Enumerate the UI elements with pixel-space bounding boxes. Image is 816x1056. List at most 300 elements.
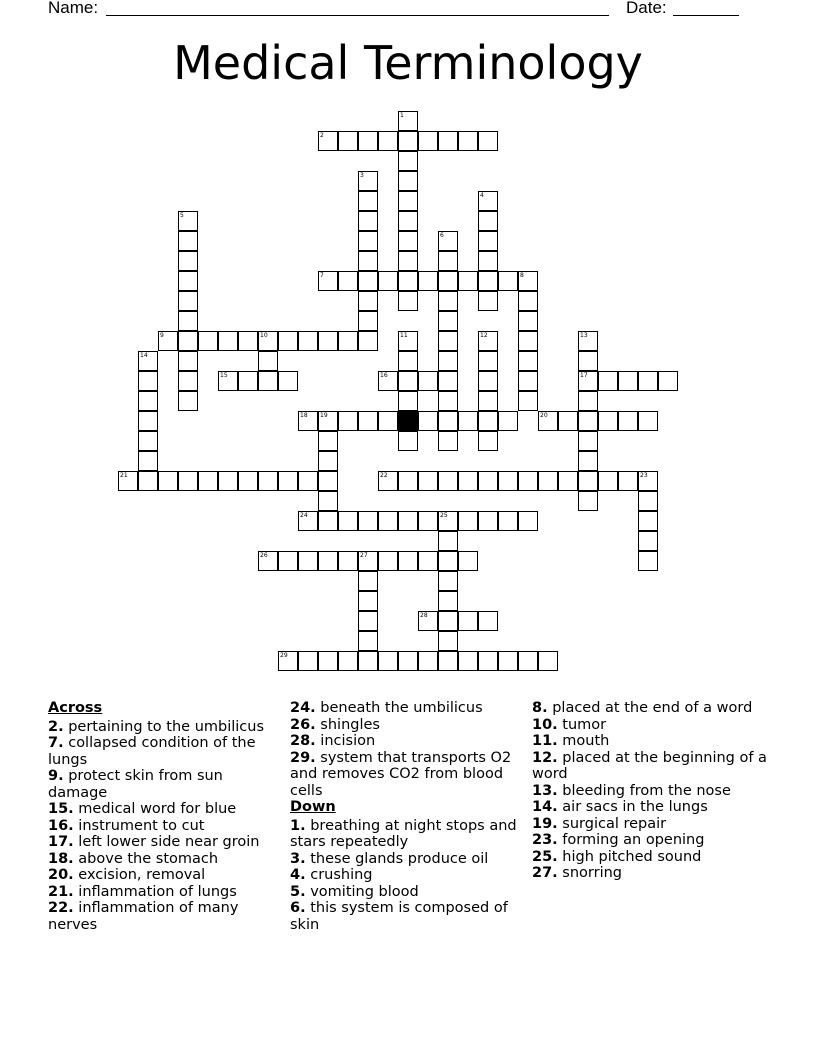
grid-cell[interactable]: [318, 431, 338, 451]
down-clue: [532, 700, 772, 717]
grid-cell[interactable]: [358, 551, 378, 571]
across-clue: [48, 851, 276, 868]
grid-cell[interactable]: [518, 271, 538, 291]
grid-cell[interactable]: [178, 371, 198, 391]
grid-cell[interactable]: [338, 271, 358, 291]
grid-cell[interactable]: [178, 291, 198, 311]
clue-number: 26: [260, 552, 268, 559]
grid-cell[interactable]: [178, 311, 198, 331]
grid-cell[interactable]: [578, 471, 598, 491]
clue-number: 17.: [48, 834, 74, 850]
grid-cell[interactable]: [618, 371, 638, 391]
grid-cell[interactable]: [318, 651, 338, 671]
clue-number: 14.: [532, 799, 558, 815]
grid-cell[interactable]: [438, 371, 458, 391]
grid-cell[interactable]: [238, 371, 258, 391]
grid-cell[interactable]: [178, 271, 198, 291]
grid-cell[interactable]: [458, 651, 478, 671]
clue-text: snorring: [562, 865, 623, 881]
clue-text: mouth: [562, 733, 610, 749]
across-clue: [48, 884, 276, 901]
clue-number: 4: [480, 192, 484, 199]
grid-cell[interactable]: [598, 371, 618, 391]
grid-cell[interactable]: [378, 411, 398, 431]
grid-cell[interactable]: [398, 151, 418, 171]
grid-cell[interactable]: [338, 511, 358, 531]
clue-text: tumor: [562, 716, 607, 733]
clue-number: 12.: [532, 749, 558, 766]
clue-number: 2: [320, 132, 324, 139]
grid-cell[interactable]: [358, 611, 378, 631]
grid-cell[interactable]: [438, 631, 458, 651]
grid-cell[interactable]: [398, 291, 418, 311]
grid-cell[interactable]: [438, 231, 458, 251]
grid-cell[interactable]: [398, 431, 418, 451]
grid-cell[interactable]: [438, 551, 458, 571]
clue-number: 15.: [48, 801, 74, 817]
clue-number: 13.: [532, 782, 558, 799]
grid-cell[interactable]: [478, 271, 498, 291]
grid-cell[interactable]: [558, 411, 578, 431]
grid-cell[interactable]: [398, 231, 418, 251]
grid-cell[interactable]: [178, 211, 198, 231]
across-clue: [48, 867, 276, 884]
grid-cell[interactable]: [358, 291, 378, 311]
across-clue: [290, 733, 518, 750]
across-clue: [48, 834, 276, 851]
grid-cell[interactable]: [418, 511, 438, 531]
grid-cell[interactable]: [478, 511, 498, 531]
grid-cell[interactable]: [498, 511, 518, 531]
worksheet-header: [0, 0, 816, 22]
grid-cell[interactable]: [318, 451, 338, 471]
grid-cell[interactable]: [418, 551, 438, 571]
grid-cell[interactable]: [358, 231, 378, 251]
grid-cell[interactable]: [358, 251, 378, 271]
grid-cell[interactable]: [518, 311, 538, 331]
grid-cell[interactable]: [378, 271, 398, 291]
clue-number: 6: [440, 232, 444, 239]
clue-number: 4.: [290, 867, 306, 883]
grid-cell[interactable]: [478, 331, 498, 351]
grid-cell[interactable]: [518, 291, 538, 311]
grid-cell[interactable]: [178, 351, 198, 371]
clue-text: air sacs in the lungs: [562, 799, 708, 815]
clue-number: 28: [420, 612, 428, 619]
clue-number: 20.: [48, 867, 74, 883]
grid-cell[interactable]: [318, 331, 338, 351]
grid-cell[interactable]: [258, 371, 278, 391]
grid-cell[interactable]: [418, 371, 438, 391]
grid-cell[interactable]: [398, 471, 418, 491]
grid-cell[interactable]: [158, 331, 178, 351]
clue-number: 7: [320, 272, 324, 279]
grid-cell[interactable]: [438, 251, 458, 271]
clue-number: 24.: [290, 700, 316, 716]
grid-cell[interactable]: [398, 211, 418, 231]
clue-text: inflammation of lungs: [78, 883, 237, 900]
grid-cell[interactable]: [318, 551, 338, 571]
grid-cell[interactable]: [418, 471, 438, 491]
grid-cell[interactable]: [218, 471, 238, 491]
grid-cell[interactable]: [218, 371, 238, 391]
across-clue: [290, 717, 518, 734]
grid-cell[interactable]: [318, 411, 338, 431]
grid-cell[interactable]: [518, 371, 538, 391]
grid-cell[interactable]: [318, 491, 338, 511]
down-clue: [532, 717, 772, 734]
down-heading: Down: [290, 799, 336, 815]
grid-cell[interactable]: [438, 571, 458, 591]
clue-number: 11.: [532, 733, 558, 749]
clue-number: 3.: [290, 850, 306, 867]
clue-number: 24: [300, 512, 308, 519]
clue-text: incision: [320, 733, 376, 749]
clue-number: 9.: [48, 768, 64, 784]
grid-cell[interactable]: [398, 131, 418, 151]
grid-cell[interactable]: [598, 411, 618, 431]
grid-cell[interactable]: [298, 511, 318, 531]
grid-cell[interactable]: [478, 251, 498, 271]
down-clue: [532, 832, 772, 849]
grid-cell[interactable]: [178, 231, 198, 251]
grid-cell[interactable]: [398, 111, 418, 131]
clue-text: vomiting blood: [310, 883, 419, 900]
grid-cell[interactable]: [358, 631, 378, 651]
grid-cell[interactable]: [358, 171, 378, 191]
grid-cell[interactable]: [118, 471, 138, 491]
grid-cell[interactable]: [418, 411, 438, 431]
grid-cell[interactable]: [178, 471, 198, 491]
grid-cell[interactable]: [138, 471, 158, 491]
clue-number: 1.: [290, 817, 306, 834]
grid-cell[interactable]: [398, 551, 418, 571]
grid-cell[interactable]: [438, 131, 458, 151]
across-clue: [48, 768, 276, 801]
grid-cell[interactable]: [138, 431, 158, 451]
grid-cell[interactable]: [378, 131, 398, 151]
clue-number: 19.: [532, 815, 558, 832]
grid-cell[interactable]: [358, 331, 378, 351]
grid-cell[interactable]: [438, 591, 458, 611]
clue-number: 7.: [48, 735, 64, 751]
grid-cell[interactable]: [338, 131, 358, 151]
down-clue: [532, 865, 772, 882]
grid-cell[interactable]: [218, 331, 238, 351]
grid-cell[interactable]: [298, 651, 318, 671]
grid-cell[interactable]: [338, 331, 358, 351]
grid-cell[interactable]: [518, 511, 538, 531]
clue-number: 29: [280, 652, 288, 659]
grid-cell[interactable]: [418, 131, 438, 151]
clue-text: excision, removal: [78, 867, 206, 883]
grid-cell[interactable]: [398, 271, 418, 291]
grid-cell[interactable]: [578, 351, 598, 371]
grid-cell[interactable]: [258, 351, 278, 371]
grid-cell[interactable]: [438, 471, 458, 491]
grid-cell[interactable]: [498, 471, 518, 491]
grid-cell[interactable]: [358, 271, 378, 291]
grid-cell[interactable]: [318, 511, 338, 531]
down-clue: [290, 867, 518, 884]
grid-cell[interactable]: [378, 551, 398, 571]
grid-cell[interactable]: [598, 471, 618, 491]
grid-cell[interactable]: [298, 411, 318, 431]
grid-cell[interactable]: [398, 171, 418, 191]
clue-text: system that transports O2 and removes CO2 from blood cells: [290, 749, 512, 799]
grid-cell[interactable]: [418, 651, 438, 671]
grid-cell[interactable]: [438, 651, 458, 671]
grid-cell[interactable]: [578, 391, 598, 411]
grid-cell[interactable]: [638, 511, 658, 531]
grid-cell[interactable]: [478, 351, 498, 371]
grid-cell[interactable]: [438, 431, 458, 451]
grid-cell[interactable]: [278, 371, 298, 391]
grid-cell[interactable]: [338, 651, 358, 671]
grid-cell[interactable]: [358, 591, 378, 611]
grid-cell[interactable]: [458, 471, 478, 491]
clues-column-1: [48, 700, 276, 933]
clue-number: 2.: [48, 718, 64, 735]
clue-text: inflammation of many nerves: [48, 900, 239, 933]
grid-cell[interactable]: [478, 211, 498, 231]
grid-cell[interactable]: [378, 651, 398, 671]
clue-number: 12: [480, 332, 488, 339]
clue-number: 26.: [290, 716, 316, 733]
grid-cell[interactable]: [578, 431, 598, 451]
grid-cell[interactable]: [138, 391, 158, 411]
clue-text: forming an opening: [562, 832, 705, 848]
grid-cell[interactable]: [178, 331, 198, 351]
grid-cell[interactable]: [398, 351, 418, 371]
grid-cell[interactable]: [478, 411, 498, 431]
clue-number: 19: [320, 412, 328, 419]
grid-cell[interactable]: [298, 471, 318, 491]
grid-cell[interactable]: [438, 511, 458, 531]
grid-cell[interactable]: [518, 651, 538, 671]
grid-cell[interactable]: [498, 411, 518, 431]
grid-cell[interactable]: [338, 551, 358, 571]
grid-cell[interactable]: [438, 531, 458, 551]
grid-cell[interactable]: [198, 331, 218, 351]
grid-cell[interactable]: [438, 411, 458, 431]
grid-cell[interactable]: [638, 491, 658, 511]
grid-cell[interactable]: [638, 471, 658, 491]
grid-cell[interactable]: [418, 611, 438, 631]
grid-cell[interactable]: [278, 471, 298, 491]
grid-cell[interactable]: [358, 511, 378, 531]
grid-cell[interactable]: [458, 131, 478, 151]
across-heading: Across: [48, 700, 103, 716]
grid-cell[interactable]: [478, 391, 498, 411]
grid-cell[interactable]: [478, 431, 498, 451]
grid-cell[interactable]: [518, 391, 538, 411]
grid-cell[interactable]: [658, 371, 678, 391]
grid-cell[interactable]: [638, 531, 658, 551]
grid-cell[interactable]: [478, 131, 498, 151]
grid-cell[interactable]: [138, 351, 158, 371]
clues-column-2: [290, 700, 518, 933]
clue-number: 3: [360, 172, 364, 179]
grid-cell[interactable]: [478, 471, 498, 491]
down-clue: [290, 900, 518, 933]
grid-cell[interactable]: [458, 411, 478, 431]
grid-cell[interactable]: [618, 471, 638, 491]
grid-cell[interactable]: [638, 551, 658, 571]
grid-cell[interactable]: [318, 271, 338, 291]
grid-cell[interactable]: [378, 371, 398, 391]
grid-cell[interactable]: [458, 611, 478, 631]
grid-cell[interactable]: [258, 331, 278, 351]
grid-cell[interactable]: [438, 331, 458, 351]
grid-cell[interactable]: [278, 551, 298, 571]
grid-cell[interactable]: [478, 611, 498, 631]
clue-number: 21: [120, 472, 128, 479]
grid-cell[interactable]: [378, 511, 398, 531]
clue-number: 10.: [532, 716, 558, 733]
grid-cell[interactable]: [538, 471, 558, 491]
grid-cell[interactable]: [278, 331, 298, 351]
across-clue: [48, 818, 276, 835]
clue-text: above the stomach: [78, 850, 219, 867]
grid-cell[interactable]: [458, 511, 478, 531]
grid-cell[interactable]: [398, 391, 418, 411]
grid-cell[interactable]: [538, 411, 558, 431]
clue-number: 23: [640, 472, 648, 479]
page-title: Medical Terminology: [173, 36, 643, 90]
clue-text: shingles: [320, 716, 380, 733]
grid-cell[interactable]: [578, 451, 598, 471]
grid-cell[interactable]: [138, 371, 158, 391]
grid-cell[interactable]: [518, 471, 538, 491]
across-clue: [48, 735, 276, 768]
across-clue: [48, 900, 276, 933]
grid-cell[interactable]: [518, 331, 538, 351]
grid-cell[interactable]: [178, 251, 198, 271]
grid-cell[interactable]: [438, 291, 458, 311]
grid-cell[interactable]: [358, 131, 378, 151]
clue-number: 13: [580, 332, 588, 339]
grid-cell[interactable]: [558, 471, 578, 491]
grid-cell[interactable]: [518, 351, 538, 371]
grid-cell[interactable]: [238, 471, 258, 491]
grid-cell[interactable]: [398, 371, 418, 391]
grid-cell[interactable]: [618, 411, 638, 431]
grid-cell[interactable]: [458, 551, 478, 571]
grid-cell[interactable]: [358, 651, 378, 671]
grid-cell[interactable]: [318, 131, 338, 151]
clue-text: surgical repair: [562, 815, 667, 832]
clues-column-3: [532, 700, 772, 882]
grid-cell[interactable]: [318, 471, 338, 491]
grid-cell[interactable]: [358, 571, 378, 591]
grid-cell[interactable]: [258, 551, 278, 571]
grid-cell[interactable]: [198, 471, 218, 491]
clue-number: 5.: [290, 883, 306, 900]
clue-number: 22.: [48, 900, 74, 916]
clue-number: 1: [400, 112, 404, 119]
grid-cell[interactable]: [238, 331, 258, 351]
grid-cell[interactable]: [538, 651, 558, 671]
clue-number: 16.: [48, 817, 74, 834]
grid-cell[interactable]: [478, 371, 498, 391]
clue-number: 18: [300, 412, 308, 419]
clue-number: 6.: [290, 900, 306, 916]
grid-cell[interactable]: [498, 651, 518, 671]
clue-number: 11: [400, 332, 408, 339]
grid-cell[interactable]: [278, 651, 298, 671]
grid-cell[interactable]: [138, 451, 158, 471]
clue-number: 14: [140, 352, 148, 359]
grid-cell[interactable]: [578, 371, 598, 391]
name-field-line[interactable]: [106, 15, 609, 16]
grid-cell[interactable]: [578, 331, 598, 351]
clue-number: 16: [380, 372, 388, 379]
clue-number: 9: [160, 332, 164, 339]
clue-text: collapsed condition of the lungs: [48, 735, 256, 768]
grid-cell[interactable]: [138, 411, 158, 431]
clue-text: placed at the beginning of a word: [532, 749, 767, 782]
clue-text: placed at the end of a word: [552, 700, 753, 716]
grid-cell[interactable]: [438, 351, 458, 371]
grid-cell[interactable]: [358, 411, 378, 431]
grid-cell[interactable]: [378, 471, 398, 491]
grid-cell[interactable]: [398, 511, 418, 531]
grid-cell[interactable]: [638, 371, 658, 391]
grid-cell[interactable]: [158, 471, 178, 491]
date-label: Date:: [626, 0, 667, 17]
clue-number: 5: [180, 212, 184, 219]
grid-cell[interactable]: [458, 271, 478, 291]
grid-cell[interactable]: [358, 191, 378, 211]
grid-cell[interactable]: [498, 271, 518, 291]
down-clue: [290, 851, 518, 868]
grid-cell[interactable]: [258, 471, 278, 491]
grid-cell[interactable]: [478, 291, 498, 311]
grid-cell[interactable]: [438, 611, 458, 631]
grid-cell[interactable]: [578, 411, 598, 431]
grid-cell[interactable]: [298, 551, 318, 571]
grid-cell[interactable]: [478, 651, 498, 671]
grid-cell[interactable]: [358, 211, 378, 231]
grid-cell[interactable]: [438, 391, 458, 411]
grid-cell[interactable]: [578, 491, 598, 511]
grid-cell[interactable]: [358, 311, 378, 331]
clue-number: 23.: [532, 832, 558, 848]
grid-cell[interactable]: [478, 191, 498, 211]
grid-cell[interactable]: [638, 411, 658, 431]
grid-cell[interactable]: [398, 191, 418, 211]
grid-cell[interactable]: [298, 331, 318, 351]
down-clue: [290, 884, 518, 901]
down-clue: [532, 733, 772, 750]
grid-cell[interactable]: [418, 271, 438, 291]
clue-number: 25: [440, 512, 448, 519]
grid-cell[interactable]: [478, 231, 498, 251]
grid-cell[interactable]: [398, 331, 418, 351]
grid-cell[interactable]: [338, 411, 358, 431]
clue-text: breathing at night stops and stars repeatedly: [290, 817, 517, 850]
clue-text: bleeding from the nose: [562, 782, 731, 799]
grid-cell[interactable]: [398, 251, 418, 271]
date-field-line[interactable]: [673, 15, 739, 16]
grid-cell[interactable]: [438, 311, 458, 331]
grid-cell[interactable]: [398, 651, 418, 671]
grid-cell[interactable]: [178, 391, 198, 411]
grid-cell[interactable]: [438, 271, 458, 291]
clue-number: 21.: [48, 883, 74, 900]
clue-number: 27: [360, 552, 368, 559]
